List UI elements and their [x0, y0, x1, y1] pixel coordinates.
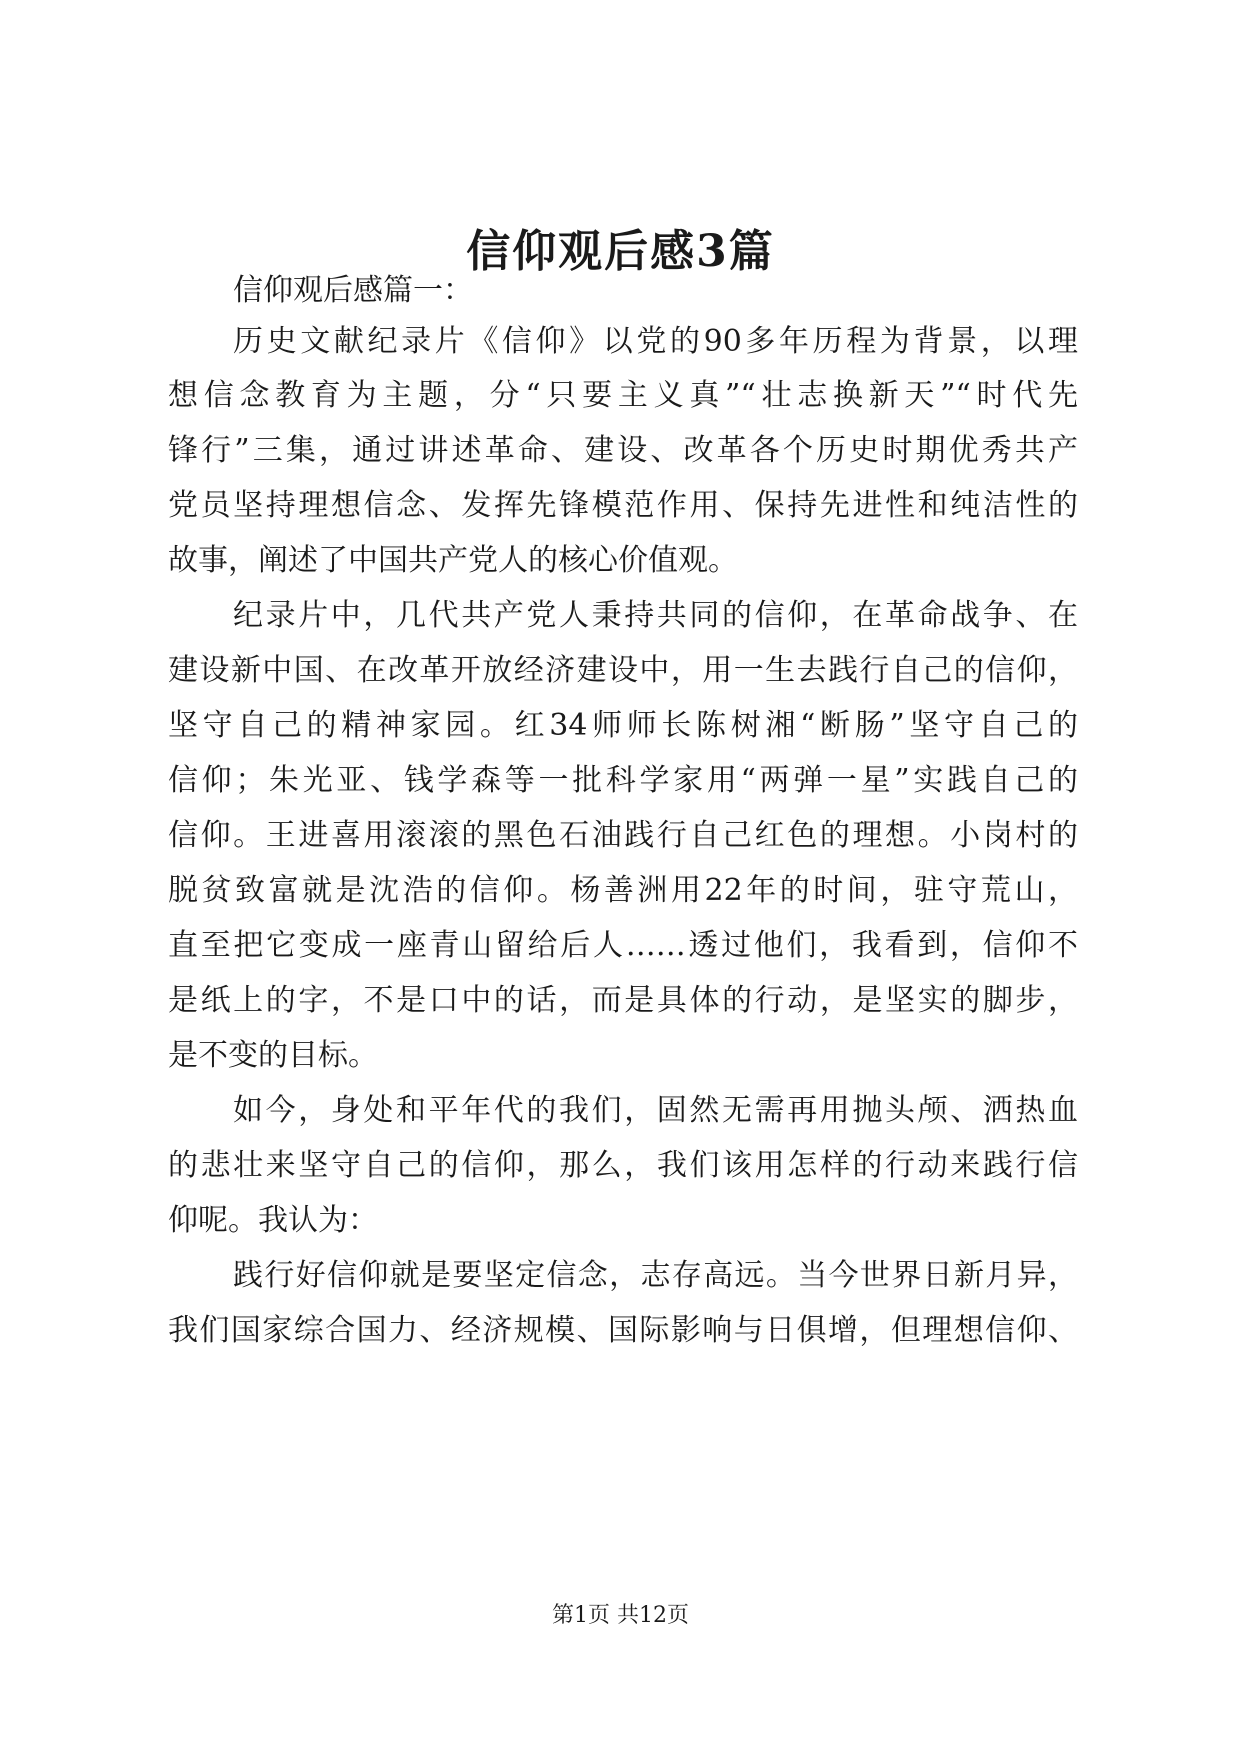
paragraph-line: 如今，身处和平年代的我们，固然无需再用抛头颅、洒热血: [233, 1093, 1078, 1128]
document-title: 信仰观后感3篇: [466, 226, 775, 277]
paragraph-line: 是不变的目标。: [168, 1038, 378, 1073]
paragraph-line: 信仰；朱光亚、钱学森等一批科学家用“两弹一星”实践自己的: [168, 763, 1078, 798]
paragraph-line: 故事，阐述了中国共产党人的核心价值观。: [168, 543, 738, 578]
paragraph-line: 坚守自己的精神家园。红34师师长陈树湘“断肠”坚守自己的: [168, 708, 1078, 743]
paragraph-line: 是纸上的字，不是口中的话，而是具体的行动，是坚实的脚步，: [168, 983, 1078, 1018]
paragraph-line: 直至把它变成一座青山留给后人……透过他们，我看到，信仰不: [168, 928, 1078, 963]
paragraph-line: 我们国家综合国力、经济规模、国际影响与日俱增，但理想信仰、: [168, 1313, 1078, 1348]
paragraph-line: 建设新中国、在改革开放经济建设中，用一生去践行自己的信仰，: [168, 653, 1078, 688]
paragraph-line: 的悲壮来坚守自己的信仰，那么，我们该用怎样的行动来践行信: [168, 1148, 1078, 1183]
page-footer: 第1页 共12页: [552, 1603, 689, 1628]
paragraph-line: 党员坚持理想信念、发挥先锋模范作用、保持先进性和纯洁性的: [168, 488, 1078, 523]
paragraph-line: 仰呢。我认为：: [168, 1203, 378, 1238]
paragraph-line: 践行好信仰就是要坚定信念，志存高远。当今世界日新月异，: [233, 1258, 1078, 1293]
paragraph-line: 纪录片中，几代共产党人秉持共同的信仰，在革命战争、在: [233, 598, 1078, 633]
paragraph-line: 锋行”三集，通过讲述革命、建设、改革各个历史时期优秀共产: [168, 433, 1078, 468]
paragraph-line: 想信念教育为主题，分“只要主义真”“壮志换新天”“时代先: [168, 378, 1078, 413]
section-heading: 信仰观后感篇一：: [233, 273, 473, 308]
paragraph-line: 脱贫致富就是沈浩的信仰。杨善洲用22年的时间，驻守荒山，: [168, 873, 1078, 908]
paragraph-line: 信仰。王进喜用滚滚的黑色石油践行自己红色的理想。小岗村的: [168, 818, 1078, 853]
paragraph-line: 历史文献纪录片《信仰》以党的90多年历程为背景，以理: [233, 324, 1078, 359]
